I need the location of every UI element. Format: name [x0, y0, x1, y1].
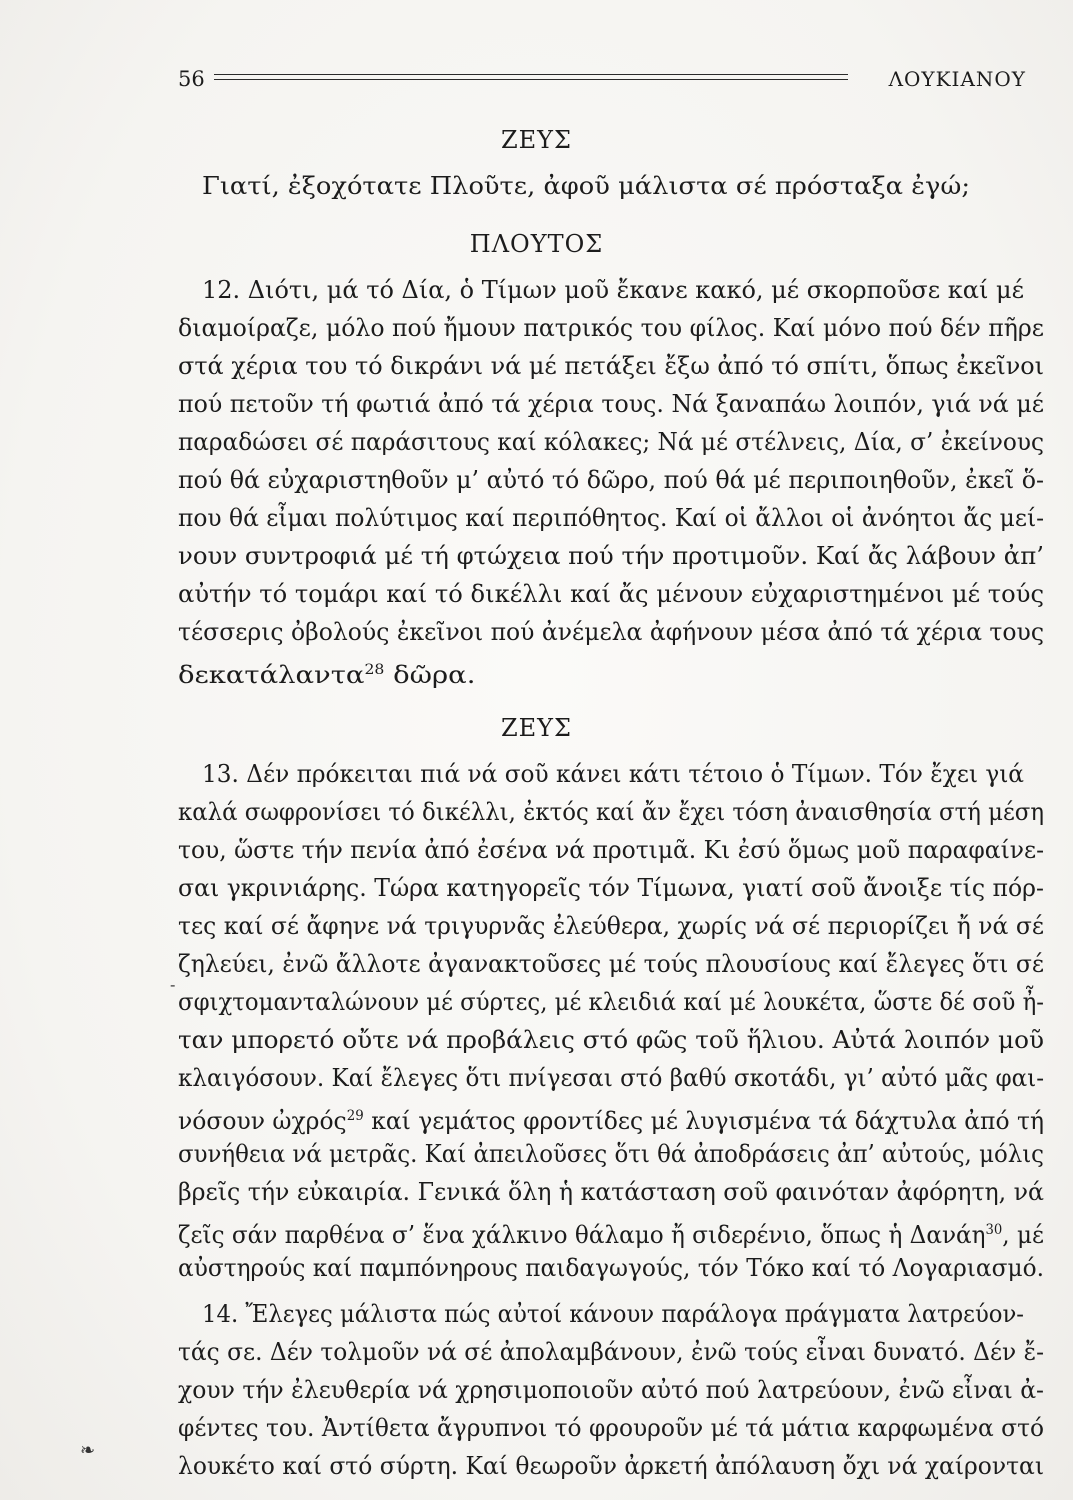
footnote-ref-29: 29	[346, 1108, 364, 1124]
text-fragment: νόσουν ὠχρός	[178, 1106, 347, 1136]
text-line	[178, 1212, 1044, 1253]
scan-mark: ❧	[80, 1440, 96, 1461]
footnote-ref-30: 30	[985, 1222, 1003, 1238]
text-line: σφιχτομανταλώνουν μέ σύρτες, μέ κλειδιά καί μέ λουκέτα, ὥστε δέ σοῦ ἦ-	[178, 987, 1044, 1016]
text-line: καλά σωφρονίσει τό δικέλλι, ἐκτός καί ἄν ἔχει τόση ἀναισθησία στή μέση	[178, 797, 1044, 826]
text-fragment: δῶρα.	[393, 660, 476, 690]
text-line: αὐτήν τό τομάρι καί τό δικέλλι καί ἄς μένουν εὐχαριστημένοι μέ τούς	[178, 579, 1044, 608]
text-fragment: ζεῖς σάν παρθένα σ’ ἕνα χάλκινο θάλαμο ἤ σιδερένιο, ὅπως ἡ Δανάη	[178, 1220, 986, 1250]
running-header	[178, 64, 1026, 94]
text-line	[178, 1098, 1044, 1139]
text-line: πού θά εὐχαριστηθοῦν μ’ αὐτό τό δῶρο, πού θά μέ περιποιηθοῦν, ἐκεῖ ὅ-	[178, 465, 1044, 494]
paragraph-12-first-line: 12. Διότι, μά τό Δία, ὁ Τίμων μοῦ ἔκανε κακό, μέ σκορποῦσε καί μέ	[202, 275, 1024, 304]
text-line: στά χέρια του τό δικράνι νά μέ πετάξει ἔξω ἀπό τό σπίτι, ὅπως ἐκεῖνοι	[178, 351, 1044, 380]
speaker-heading-zeus: ΖΕΥΣ	[500, 714, 572, 742]
text-line: τες καί σέ ἄφηνε νά τριγυρνᾶς ἐλεύθερα, χωρίς νά σέ περιορίζει ἤ νά σέ	[178, 911, 1044, 940]
scan-mark: -	[170, 975, 176, 994]
text-line: συνήθεια νά μετρᾶς. Καί ἀπειλοῦσες ὅτι θά ἀποδράσεις ἀπ’ αὐτούς, μόλις	[178, 1139, 1044, 1168]
header-rule	[214, 74, 848, 80]
text-line: τάς σε. Δέν τολμοῦν νά σέ ἀπολαμβάνουν, ἐνῶ τούς εἶναι δυνατό. Δέν ἔ-	[178, 1337, 1044, 1366]
page-number: 56	[178, 67, 205, 91]
text-line: πού πετοῦν τή φωτιά ἀπό τά χέρια τους. Νά ξαναπάω λοιπόν, γιά νά μέ	[178, 389, 1044, 418]
text-line: ζηλεύει, ἐνῶ ἄλλοτε ἀγανακτοῦσες μέ τούς πλουσίους καί ἔλεγες ὅτι σέ	[178, 949, 1044, 978]
text-fragment: , μέ	[1002, 1220, 1044, 1250]
text-line: αὐστηρούς καί παμπόνηρους παιδαγωγούς, τόν Τόκο καί τό Λογαριασμό.	[178, 1253, 1044, 1282]
text-line: που θά εἶμαι πολύτιμος καί περιπόθητος. Καί οἱ ἄλλοι οἱ ἀνόητοι ἄς μεί-	[178, 503, 1044, 532]
text-line: του, ὥστε τήν πενία ἀπό ἐσένα νά προτιμᾶ. Κι ἐσύ ὅμως μοῦ παραφαίνε-	[178, 835, 1044, 864]
text-line: κλαιγόσουν. Καί ἔλεγες ὅτι πνίγεσαι στό βαθύ σκοτάδι, γι’ αὐτό μᾶς φαι-	[178, 1063, 1044, 1092]
text-fragment: δεκατάλαντα	[178, 660, 365, 690]
text-line: χουν τήν ἐλευθερία νά χρησιμοποιοῦν αὐτό πού λατρεύουν, ἐνῶ εἶναι ἀ-	[178, 1375, 1044, 1404]
text-line	[178, 652, 475, 693]
text-line: σαι γκρινιάρης. Τώρα κατηγορεῖς τόν Τίμωνα, γιατί σοῦ ἄνοιξε τίς πόρ-	[178, 873, 1044, 902]
speaker-heading-zeus: ΖΕΥΣ	[500, 126, 572, 154]
paragraph-13-first-line: 13. Δέν πρόκειται πιά νά σοῦ κάνει κάτι τέτοιο ὁ Τίμων. Τόν ἔχει γιά	[202, 759, 1024, 788]
text-line: νουν συντροφιά μέ τή φτώχεια πού τήν προτιμοῦν. Καί ἄς λάβουν ἀπ’	[178, 541, 1044, 570]
text-fragment: καί γεμάτος φροντίδες μέ λυγισμένα τά δάχτυλα ἀπό τή	[371, 1106, 1044, 1136]
running-head-author: ΛΟΥΚΙΑΝΟΥ	[888, 67, 1026, 91]
text-line: φέντες του. Ἀντίθετα ἄγρυπνοι τό φρουροῦν μέ τά μάτια καρφωμένα στό	[178, 1413, 1044, 1442]
text-line: λουκέτο καί στό σύρτη. Καί θεωροῦν ἀρκετή ἀπόλαυση ὄχι νά χαίρονται	[178, 1451, 1044, 1480]
text-line: τέσσερις ὀβολούς ἐκεῖνοι πού ἀνέμελα ἀφήνουν μέσα ἀπό τά χέρια τους	[178, 617, 1044, 646]
text-line: βρεῖς τήν εὐκαιρία. Γενικά ὅλη ἡ κατάσταση σοῦ φαινόταν ἀφόρητη, νά	[178, 1177, 1044, 1206]
paragraph-14-first-line: 14. Ἔλεγες μάλιστα πώς αὐτοί κάνουν παράλογα πράγματα λατρεύον-	[202, 1299, 1024, 1328]
footnote-ref-28: 28	[364, 662, 385, 678]
text-line: Γιατί, ἐξοχότατε Πλοῦτε, ἀφοῦ μάλιστα σέ πρόσταξα ἐγώ;	[202, 171, 971, 200]
text-line: παραδώσει σέ παράσιτους καί κόλακες; Νά μέ στέλνεις, Δία, σ’ ἐκείνους	[178, 427, 1044, 456]
speaker-heading-ploutos: ΠΛΟΥΤΟΣ	[469, 230, 604, 258]
text-line: ταν μπορετό οὔτε νά προβάλεις στό φῶς τοῦ ἥλιου. Αὐτά λοιπόν μοῦ	[178, 1025, 1044, 1054]
text-line: διαμοίραζε, μόλο πού ἤμουν πατρικός του φίλος. Καί μόνο πού δέν πῆρε	[178, 313, 1044, 342]
